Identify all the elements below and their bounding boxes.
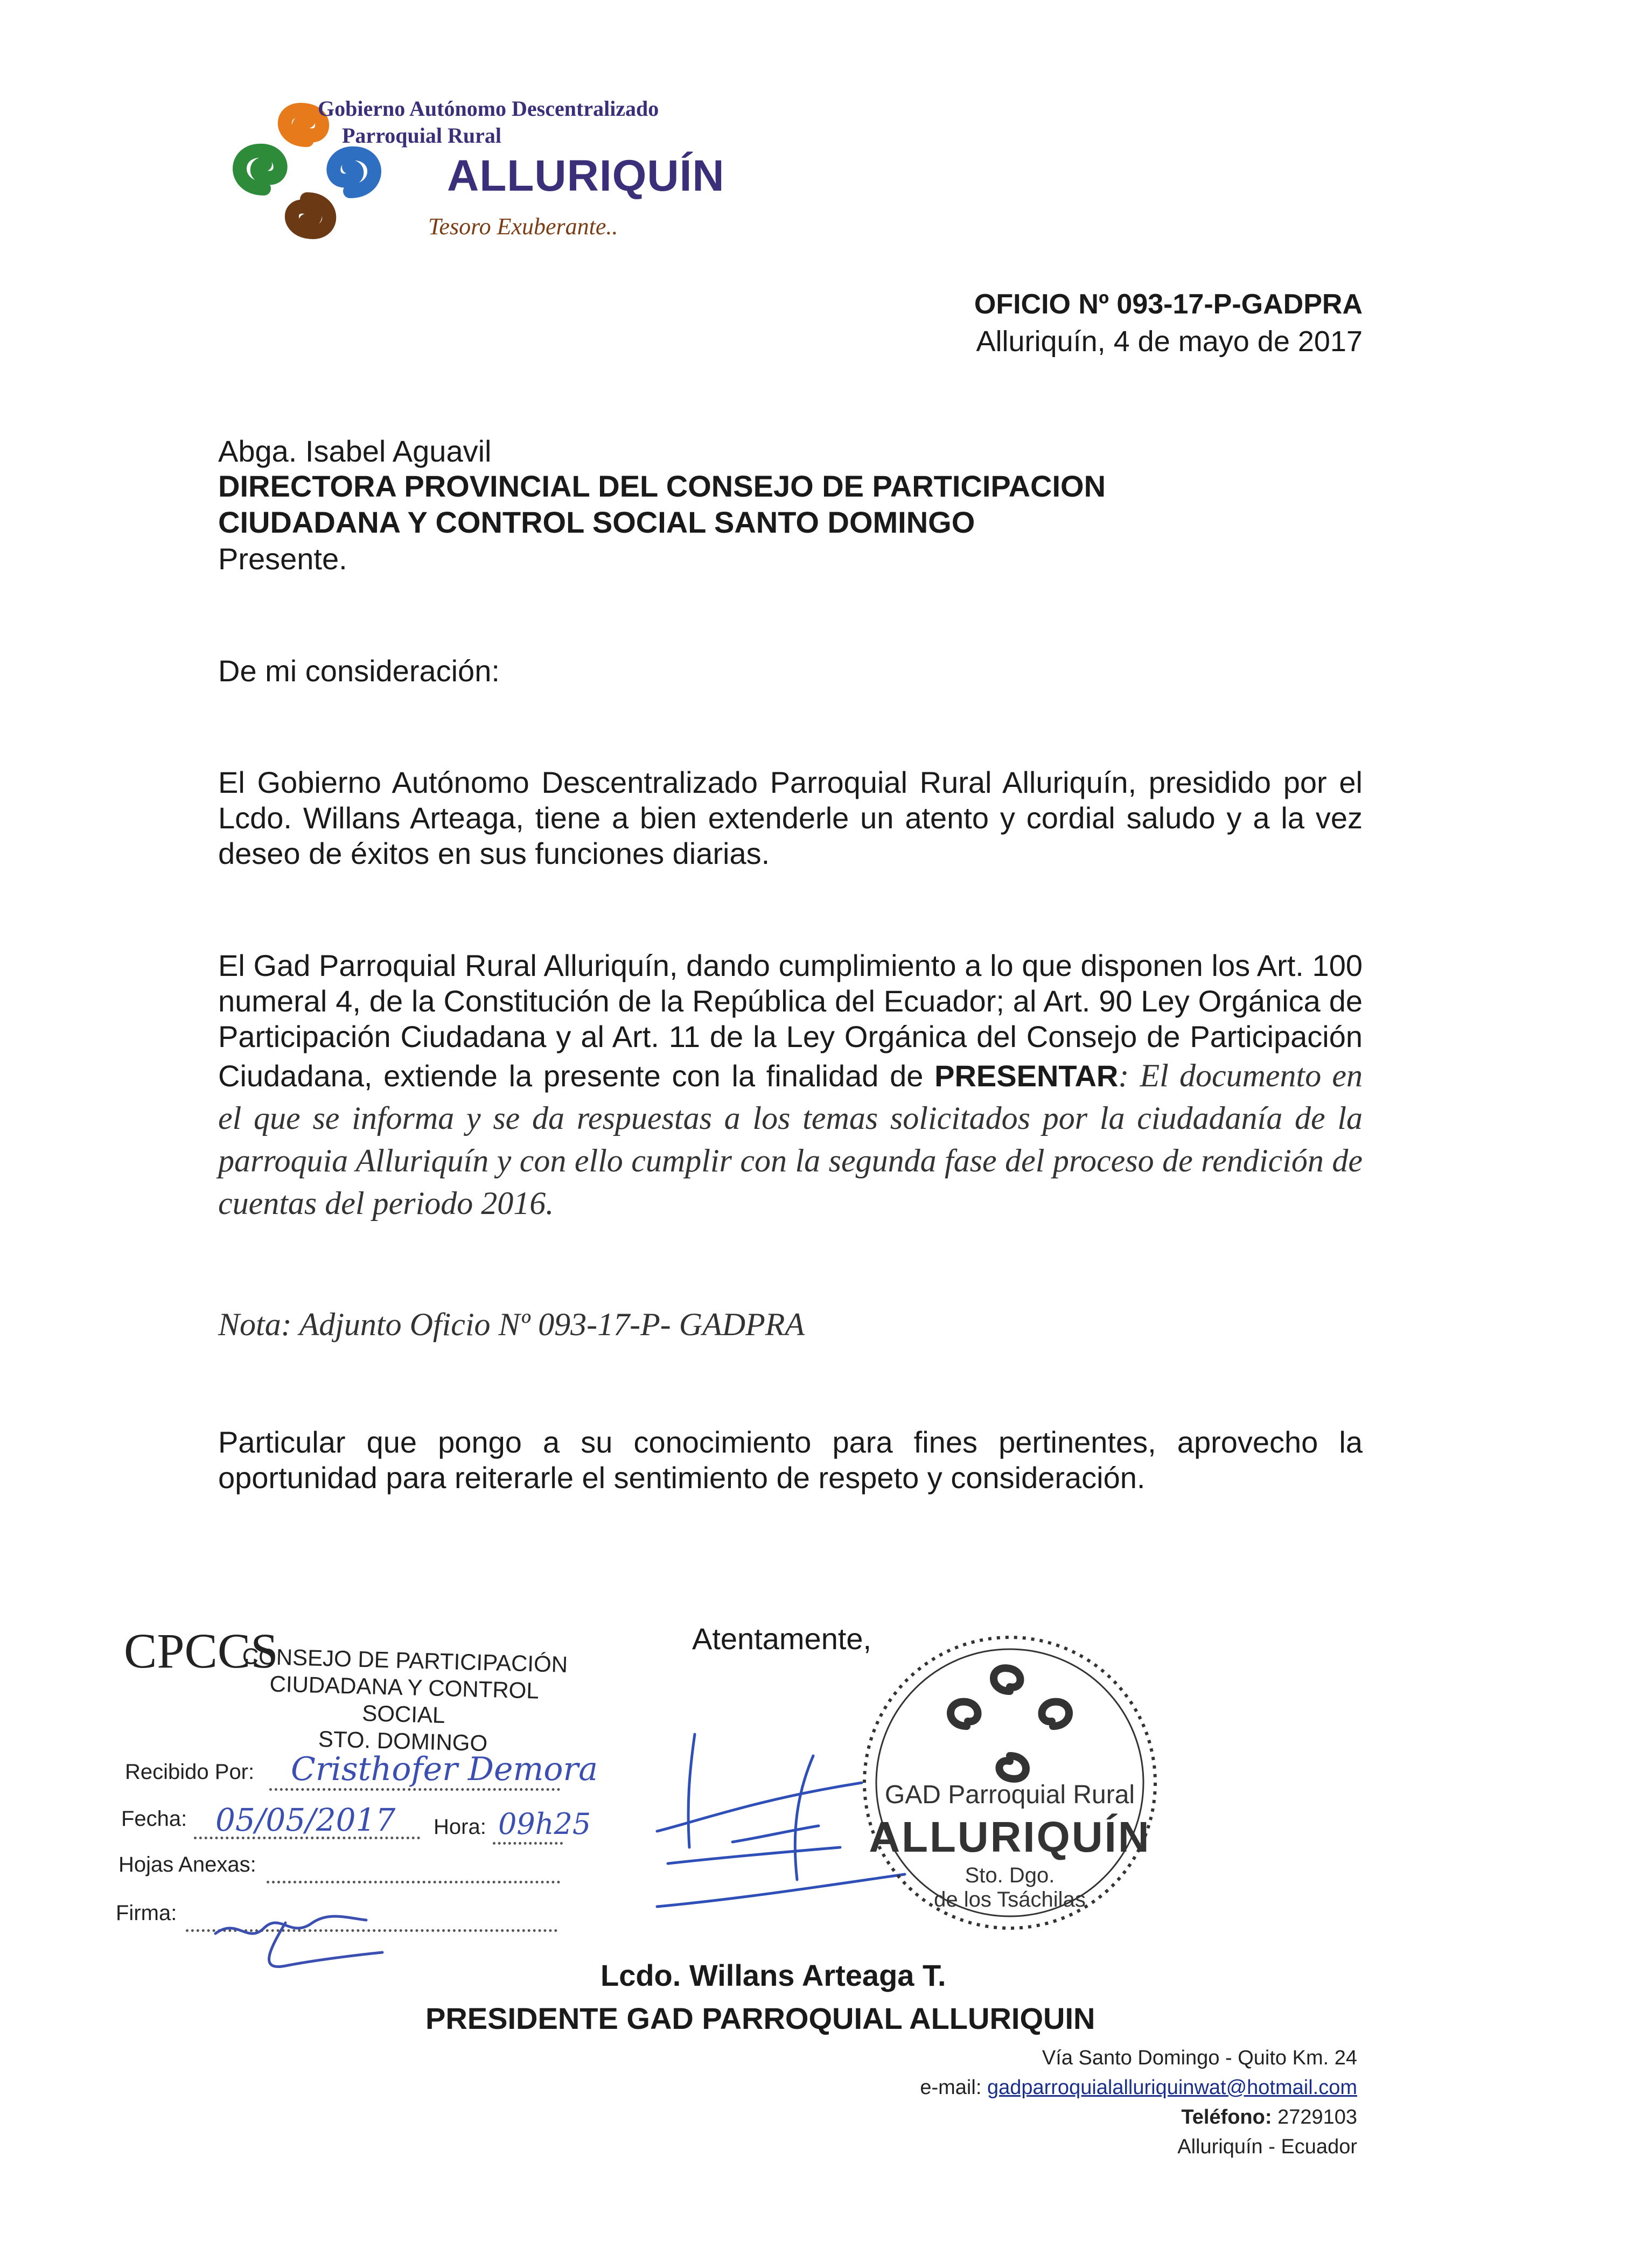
oficio-number: OFICIO Nº 093-17-P-GADPRA xyxy=(974,289,1363,320)
received-by-label: Recibido Por: xyxy=(125,1760,255,1784)
date-value: 05/05/2017 xyxy=(215,1802,396,1838)
signer-role: PRESIDENTE GAD PARROQUIAL ALLURIQUIN xyxy=(425,2001,1095,2035)
footer-address: Vía Santo Domingo - Quito Km. 24 xyxy=(1042,2047,1357,2069)
closing-salutation: Atentamente, xyxy=(692,1622,872,1656)
footer-email xyxy=(920,2076,1357,2099)
gad-seal xyxy=(854,1627,1166,1939)
seal-line4: de los Tsáchilas xyxy=(934,1888,1086,1911)
letterhead-slogan: Tesoro Exuberante.. xyxy=(428,213,618,240)
recipient-title-line2: CIUDADANA Y CONTROL SOCIAL SANTO DOMINGO xyxy=(218,505,975,539)
paragraph-2-text: El Gad Parroquial Rural Alluriquín, dando cumplimiento a lo que disponen los Art. 100 numeral 4, de la Constitución de la República del Ecuador; al Art. 90 Ley Orgánica de Participación Ciudadana y al Art. 11 de la Ley Orgánica del Consejo de Participación Ciudadana, extiende la presente con la finalidad de xyxy=(218,948,1363,1093)
oficio-date: Alluriquín, 4 de mayo de 2017 xyxy=(976,325,1363,358)
time-value: 09h25 xyxy=(498,1807,591,1841)
seal-name: ALLURIQUÍN xyxy=(869,1813,1151,1861)
footer-phone-value: 2729103 xyxy=(1277,2106,1357,2129)
cpccs-line1: CONSEJO DE PARTICIPACIÓN xyxy=(242,1643,568,1677)
greeting: De mi consideración: xyxy=(218,654,500,688)
recipient-name: Abga. Isabel Aguavil xyxy=(218,434,492,468)
reception-stamp-header xyxy=(124,1623,609,1756)
seal-line3: Sto. Dgo. xyxy=(965,1864,1055,1887)
letterhead xyxy=(226,92,725,253)
letterhead-line2: Parroquial Rural xyxy=(342,123,501,148)
cpccs-logo: CPCCS xyxy=(124,1623,278,1678)
paragraph-1: El Gobierno Autónomo Descentralizado Parroquial Rural Alluriquín, presidido por el Lcdo. Willans Arteaga, tiene a bien extenderle un atento y cordial saludo y a la vez deseo de éxitos en sus funciones diarias. xyxy=(218,765,1363,870)
receiver-signature-icon xyxy=(205,1885,399,1982)
received-by-value: Cristhofer Demora xyxy=(291,1750,598,1788)
footer-email-link[interactable]: gadparroquialalluriquinwat@hotmail.com xyxy=(987,2076,1357,2099)
date-label: Fecha: xyxy=(121,1807,187,1831)
footer-phone-label: Teléfono: xyxy=(1181,2106,1272,2129)
closing-paragraph: Particular que pongo a su conocimiento para fines pertinentes, aprovecho la oportunidad para reiterarle el sentimiento de respeto y consideración. xyxy=(218,1425,1363,1495)
paragraph-2 xyxy=(218,948,1363,1225)
time-label: Hora: xyxy=(434,1815,486,1839)
footer-city: Alluriquín - Ecuador xyxy=(1177,2136,1357,2158)
cpccs-text xyxy=(235,1643,572,1759)
paragraph-2-keyword: PRESENTAR xyxy=(934,1059,1119,1093)
recipient-title-line1: DIRECTORA PROVINCIAL DEL CONSEJO DE PARTICIPACION xyxy=(218,469,1106,503)
letterhead-name: ALLURIQUÍN xyxy=(447,151,725,200)
recipient-present: Presente. xyxy=(218,542,347,576)
letterhead-line1: Gobierno Autónomo Descentralizado xyxy=(318,96,659,121)
paragraph-2-italic: : El documento en el que se informa y se da respuestas a los temas solicitados por la ciudadanía de la parroquia Alluriquín y con ello cumplir con la segunda fase del proceso de rendición de cuentas del periodo 2016. xyxy=(218,1058,1363,1221)
footer-phone xyxy=(1181,2106,1357,2129)
footer-email-label: e-mail: xyxy=(920,2076,982,2099)
cpccs-line2: CIUDADANA Y CONTROL SOCIAL xyxy=(269,1671,540,1728)
seal-line1: GAD Parroquial Rural xyxy=(884,1781,1135,1809)
signer-name: Lcdo. Willans Arteaga T. xyxy=(600,1958,946,1992)
signature-label: Firma: xyxy=(116,1901,177,1925)
note: Nota: Adjunto Oficio Nº 093-17-P- GADPRA xyxy=(218,1307,805,1342)
sheets-label: Hojas Anexas: xyxy=(118,1853,256,1876)
cpccs-line3: STO. DOMINGO xyxy=(318,1726,488,1756)
